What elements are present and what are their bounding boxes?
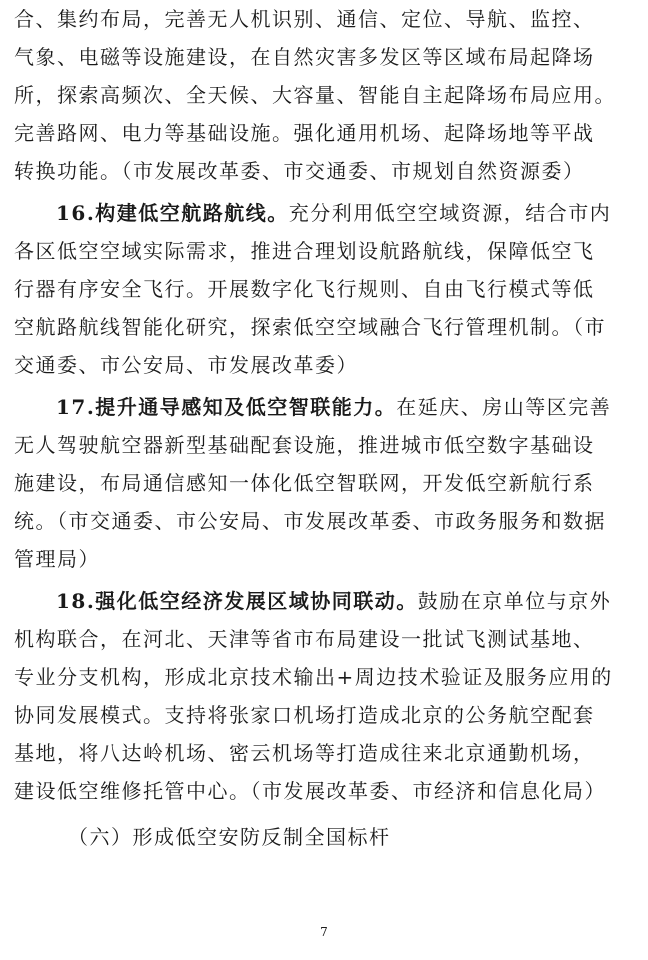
body-text-line: 建设低空维修托管中心。（市发展改革委、市经济和信息化局）	[14, 779, 606, 803]
body-text-line: 基地，将八达岭机场、密云机场等打造成往来北京通勤机场，	[14, 741, 595, 765]
section-heading: （六）形成低空安防反制全国标杆	[68, 825, 391, 849]
body-text-line: 各区低空空域实际需求，推进合理划设航路航线，保障低空飞	[14, 239, 595, 263]
body-text-line: 协同发展模式。支持将张家口机场打造成北京的公务航空配套	[14, 703, 595, 727]
body-text-line: 无人驾驶航空器新型基础配套设施，推进城市低空数字基础设	[14, 433, 595, 457]
body-text-line: 管理局）	[14, 547, 100, 571]
body-text-line: 完善路网、电力等基础设施。强化通用机场、起降场地等平战	[14, 121, 595, 145]
body-text-line: 行器有序安全飞行。开展数字化飞行规则、自由飞行模式等低	[14, 277, 595, 301]
page-number: 7	[320, 925, 328, 939]
body-text-line: 专业分支机构，形成北京技术输出+周边技术验证及服务应用的	[14, 665, 613, 689]
item-16-text: 充分利用低空空域资源，结合市内	[288, 201, 612, 225]
item-17-title: 17.提升通导感知及低空智联能力。	[56, 395, 397, 419]
body-text-line: 空航路航线智能化研究，探索低空空域融合飞行管理机制。（市	[14, 315, 606, 339]
body-text-line: 转换功能。（市发展改革委、市交通委、市规划自然资源委）	[14, 159, 585, 183]
body-text-line: 所，探索高频次、全天候、大容量、智能自主起降场布局应用。	[14, 83, 616, 107]
item-18-title: 18.强化低空经济发展区域协同联动。	[56, 589, 418, 613]
body-text-line: 统。（市交通委、市公安局、市发展改革委、市政务服务和数据	[14, 509, 606, 533]
body-text-line: 合、集约布局，完善无人机识别、通信、定位、导航、监控、	[14, 7, 595, 31]
body-text-line: 施建设，布局通信感知一体化低空智联网，开发低空新航行系	[14, 471, 595, 495]
item-18-first-line	[56, 586, 634, 616]
item-18-text: 鼓励在京单位与京外	[417, 589, 612, 613]
body-text-line: 机构联合，在河北、天津等省市布局建设一批试飞测试基地、	[14, 627, 595, 651]
body-text-line: 气象、电磁等设施建设，在自然灾害多发区等区域布局起降场	[14, 45, 595, 69]
item-17-text: 在延庆、房山等区完善	[396, 395, 612, 419]
item-17-first-line	[56, 392, 634, 422]
body-text-line: 交通委、市公安局、市发展改革委）	[14, 353, 358, 377]
item-16-first-line	[56, 198, 634, 228]
item-16-title: 16.构建低空航路航线。	[56, 201, 289, 225]
